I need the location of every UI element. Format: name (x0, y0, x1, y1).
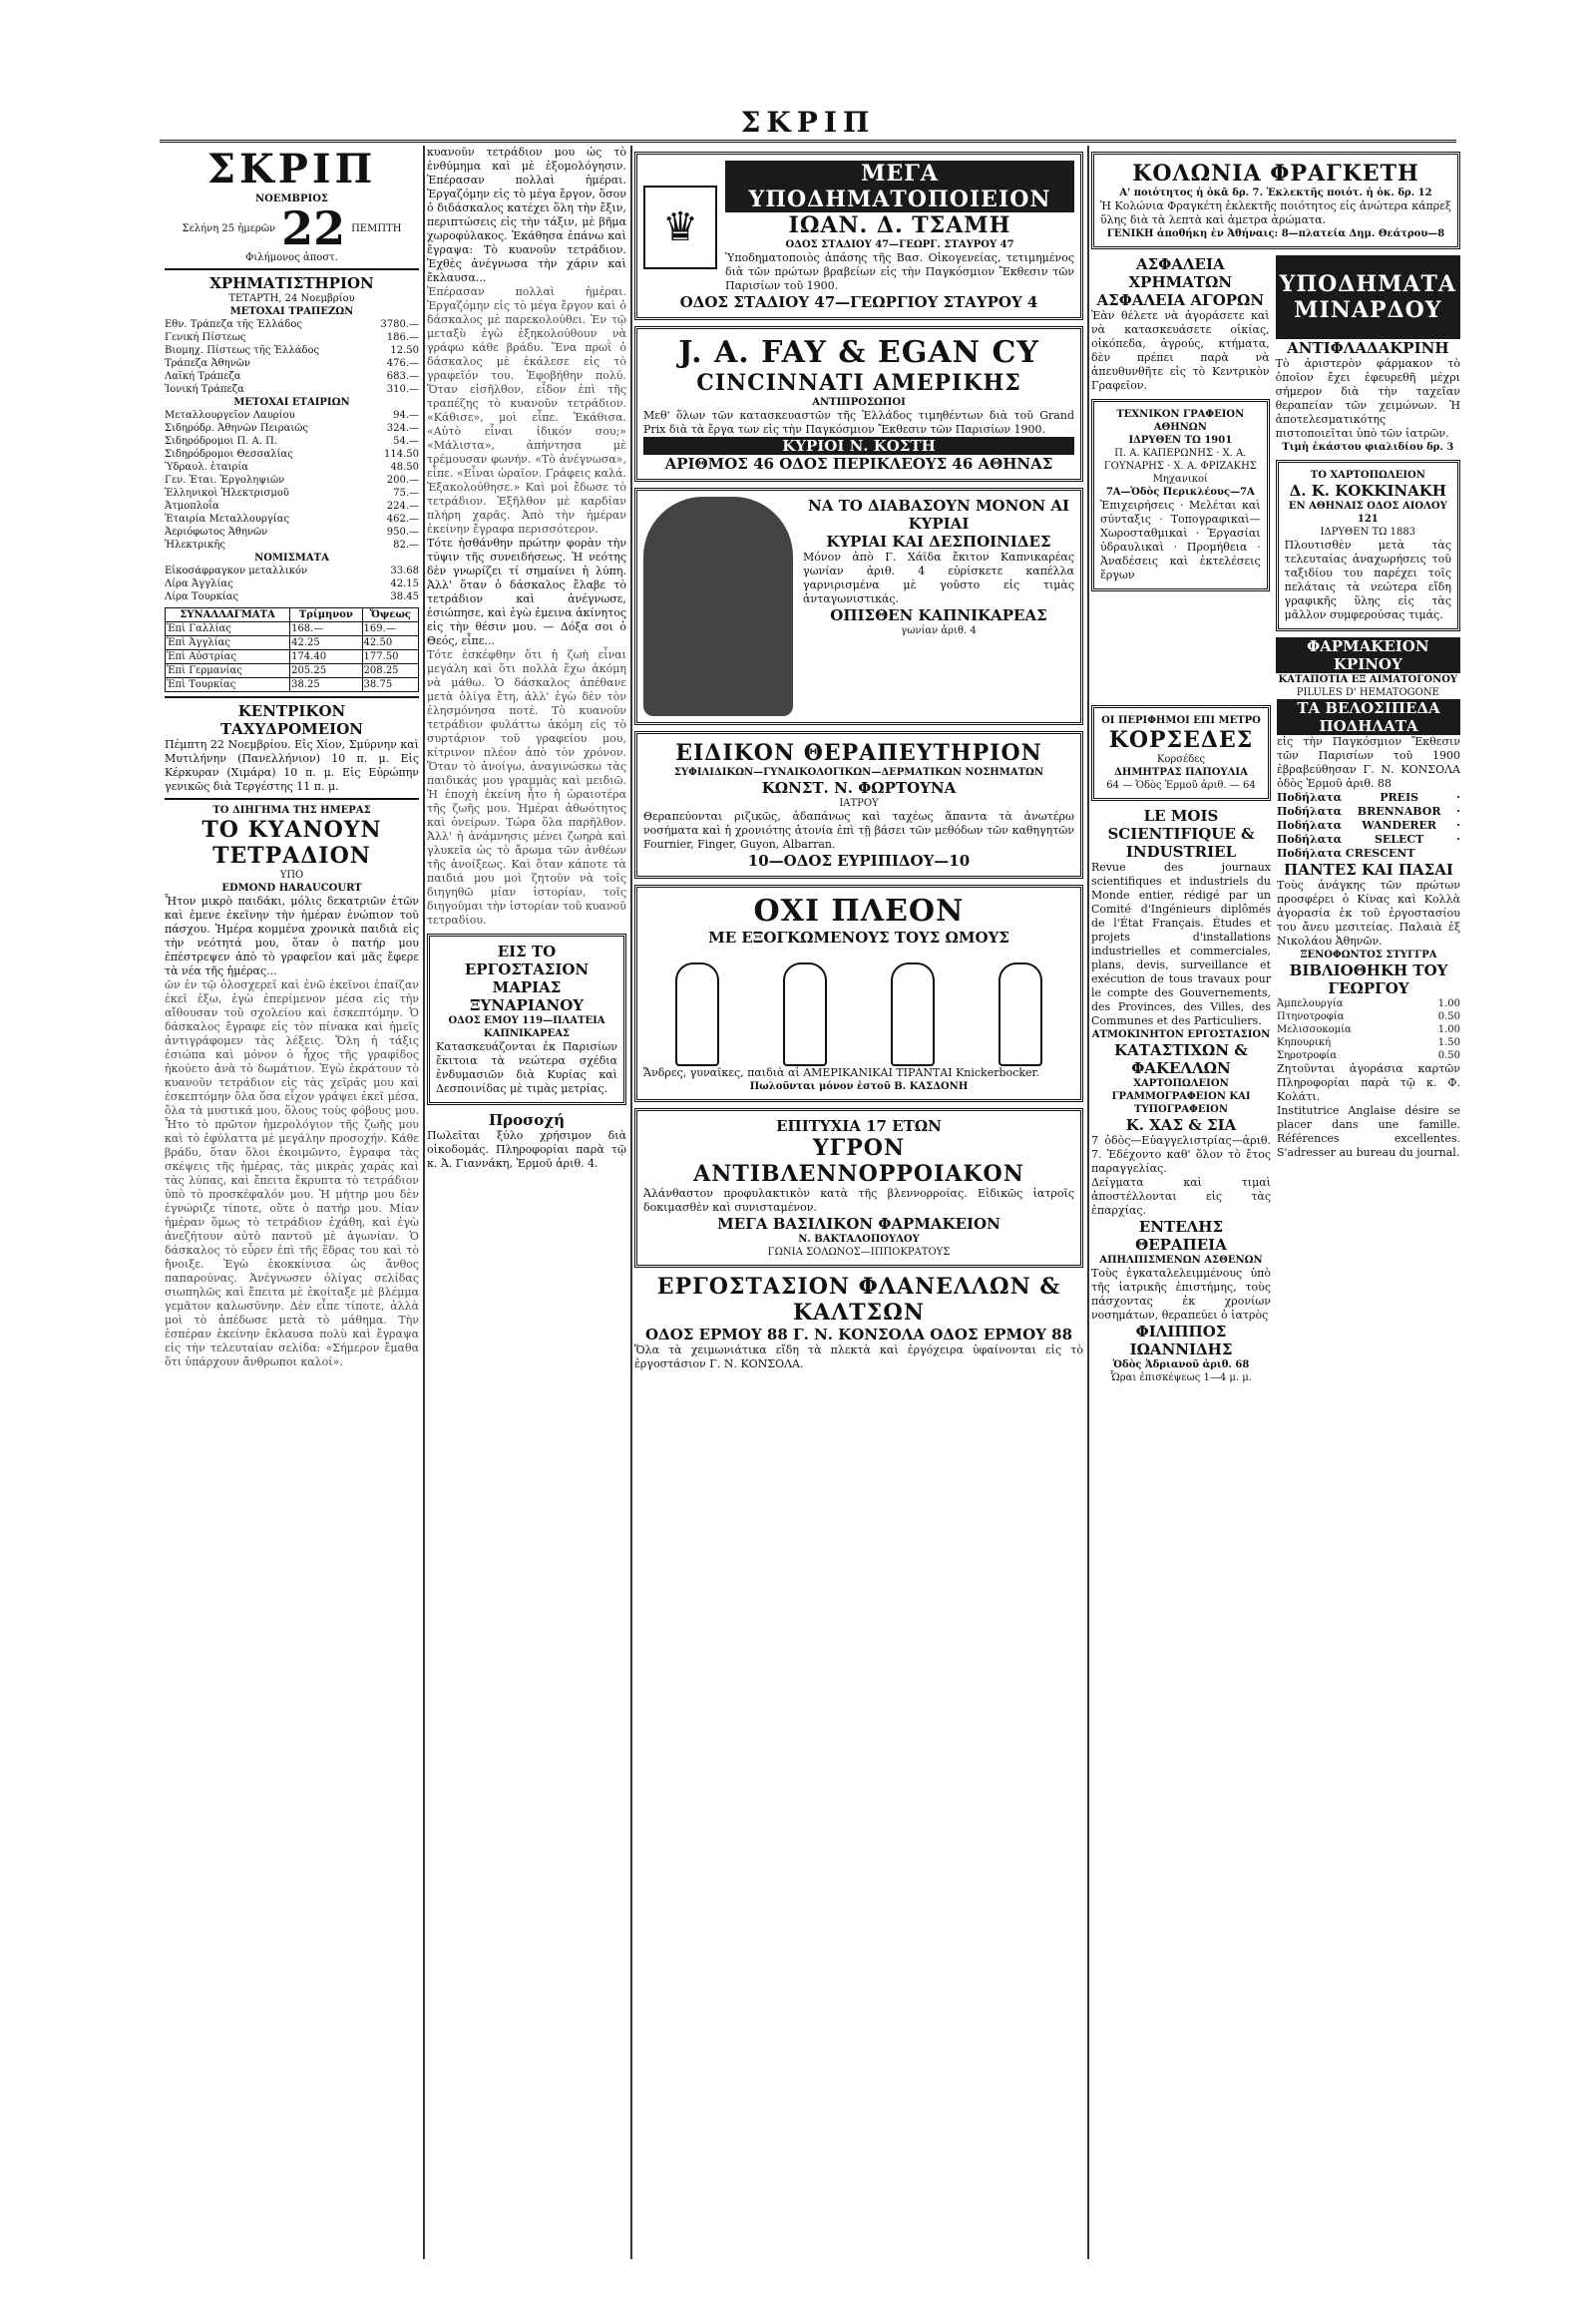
bank-value: 476.— (386, 358, 419, 369)
ad-paper-name: Δ. Κ. ΚΟΚΚΙΝΑΚΗ (1289, 482, 1446, 500)
company-row (165, 500, 419, 513)
ad-tsamis (634, 152, 1083, 320)
company-name: Γεν. Ἑται. Ἐργοληψιῶν (165, 475, 285, 486)
ad-cure-name: ΦΙΛΙΠΠΟΣ ΙΩΑΝΝΙΔΗΣ (1129, 1323, 1233, 1358)
currency-value: 38.45 (390, 591, 419, 602)
ad-offices-role: Μηχανικοί (1152, 474, 1208, 485)
ad-offices-title: ΤΕΧΝΙΚΟΝ ΓΡΑΦΕΙΟΝ ΑΘΗΝΩΝ (1116, 409, 1245, 433)
currency-row (165, 565, 419, 577)
ad-fay-text: Μεθ' ὅλων τῶν κατασκευαστῶν τῆς Ἑλλάδος τιμηθέντων διὰ τοῦ Grand Prix διὰ τὰ ἔργα των εἰς τὴν Παγκόσμιον Ἔκθεσιν τῶν Παρισίων 1900. (643, 409, 1074, 436)
bank-row (165, 331, 419, 344)
ad-bicycles-block (1277, 699, 1460, 1384)
ad-clinic-role: ΙΑΤΡΟΥ (839, 798, 879, 809)
exchange-table-row (166, 636, 419, 650)
ad-cologne-addr: ΓΕΝΙΚΗ ἀποθήκη ἐν Ἀθήναις: 8—πλατεία Δημ. Θεάτρου—8 (1106, 228, 1445, 239)
header-title: ΣΚΡΙΠ (740, 106, 876, 139)
ad-bicycles-text: εἰς τὴν Παγκόσμιον Ἔκθεσιν τῶν Παρισίων τοῦ 1900 ἐβραβεύθησαν Γ. Ν. ΚΟΝΣΟΛΑ ὁδὸς Ἑρμοῦ ἀριθ. 88 (1277, 735, 1460, 790)
library-item-row (1277, 1036, 1460, 1049)
column-4 (1091, 146, 1460, 2259)
ad-korsedes-name: ΔΗΜΗΤΡΑΣ ΠΑΠΟΥΛΙΑ (1114, 767, 1248, 778)
ad-all-title: ΠΑΝΤΕΣ ΚΑΙ ΠΑΣΑΙ (1284, 861, 1453, 879)
ad-cure-addr: Ὁδὸς Ἀδριανοῦ ἀριθ. 68 (1112, 1359, 1250, 1370)
ad-antiphl-title: ΑΝΤΙΦΛΑΔΑΚΡΙΝΗ (1287, 339, 1449, 357)
bank-value: 3780.— (380, 319, 419, 330)
exchange-table-cell: Ἐπὶ Γαλλίας (166, 622, 290, 636)
ad-paper-text: Πλουτισθὲν μετὰ τὰς τελευταίας ἀναχωρήσεις τοῦ ταξιδίου του παρέχει τοῖς πελάταις τὰ νεώτερα εἴδη γραφικῆς ὕλης εἰς τὰς μᾶλλον συμφερούσας τιμάς. (1284, 539, 1451, 621)
company-value: 224.— (386, 501, 419, 512)
ad-ledgers-title: ΑΤΜΟΚΙΝΗΤΟΝ ΕΡΓΟΣΤΑΣΙΟΝ (1091, 1029, 1271, 1040)
exchange-table-row (166, 678, 419, 692)
story-continuation: ῶν ἐν τῷ ὁλοσχερεῖ καὶ ἐνῶ ἐκεῖνοι ἐπαίζαν ἐκεῖ ἐξω, ἐγὼ ἐπερίμενον μέσα εἰς τὴν αἴθουσαν τοῦ σχολείου καὶ ἐσκεπτόμην. Ὁ δάσκαλος ἔγραφε εἰς τὸν πίνακα καὶ ἡμεῖς ἀντιγράφομεν τὰς λέξεις. Ὅλη ἡ τάξις ἐσιώπα καὶ μόνον ὁ ἦχος τῆς γραφίδος ἠκούετο ἀνὰ τὸ δωμάτιον. Ἐγὼ ἐκράτουν τὸ κυανοῦν τετράδιον εἰς τὰς χεῖράς μου καὶ ἐσκεπτόμην ὅλα ὅσα εἶχον γράψει ἐκεῖ μέσα, ὅλα τὰ μυστικά μου, ὅλους τοὺς φόβους μου. Ἦτο τὸ πρῶτον ἡμερολόγιον τῆς ζωῆς μου καὶ τὸ ἐφύλαττα μὲ μεγάλην προσοχήν. Κάθε βράδυ, ὅταν ὅλοι ἐκοιμῶντο, ἔγραφα τὰς σκέψεις τῆς ἡμέρας, τὰς μικρὰς χαρὰς καὶ τὰς λύπας, καὶ ἔπειτα ἔκρυπτα τὸ τετράδιον ὑπὸ τὸ προσκέφαλόν μου. Ἡ μήτηρ μου δὲν ἐγνώριζε τίποτε, οὔτε ὁ πατήρ μου. Μίαν ἡμέραν ὅμως τὸ τετράδιον ἐχάθη, καὶ ἐγὼ ἀνεζήτουν αὐτὸ παντοῦ μὲ ἀγωνίαν. Ὁ δάσκαλος τὸ εὗρεν ἐπὶ τῆς ἕδρας του καὶ τὸ ἤνοιξε. Ἐγὼ ἐκοκκίνισα ὡς ἄνθος παπαρούνας. Ἀνέγνωσεν ὀλίγας σελίδας σιωπηλῶς καὶ ἔπειτα μὲ ἐκοίταξε μὲ βλέμμα γεμᾶτον καλωσύνην. Δὲν εἶπε τίποτε, ἀλλὰ μοὶ τὸ ἀπέδωσε μετὰ τὸ μάθημα. Τὴν ἑσπέραν ἐκείνην ἔκλαυσα πολὺ καὶ ἔγραψα εἰς τὴν τελευταίαν σελίδα: «Σήμερον ἔμαθα ὅτι ὑπάρχουν ἄνθρωποι καλοί». (165, 978, 419, 1368)
bank-row (165, 357, 419, 370)
library-item-name: Ἀμπελουργία (1277, 998, 1344, 1009)
exchange-table-cell: Ἐπὶ Ἀγγλίας (166, 636, 290, 650)
moon-note: Σελήνη 25 ἡμερῶν (182, 222, 276, 234)
company-row (165, 422, 419, 435)
ad-flannel-text: Ὅλα τὰ χειμωνιάτικα εἴδη τὰ πλεκτὰ καὶ ἐργόχειρα ὑφαίνονται εἰς τὸ ἐργοστάσιον Γ. Ν. ΚΟΝΣΟΛΑ. (634, 1343, 1083, 1370)
company-row (165, 513, 419, 526)
company-name: Σιδηρόδρομοι Θεσσαλίας (165, 449, 293, 460)
currency-name: Λίρα Τουρκίας (165, 591, 239, 602)
bank-row (165, 344, 419, 357)
ad-fay (634, 326, 1083, 482)
bank-value: 683.— (386, 371, 419, 382)
story-kicker: ΤΟ ΔΙΗΓΗΜΑ ΤΗΣ ΗΜΕΡΑΣ (212, 805, 371, 816)
exchange-table-cell: Ἐπὶ Γερμανίας (166, 664, 290, 678)
ad-pharm (634, 1108, 1083, 1268)
company-value: 462.— (386, 514, 419, 525)
ad-insurance-text: Ἐὰν θέλετε νὰ ἀγοράσετε καὶ νὰ κατασκευάσετε οἰκίας, οἰκόπεδα, ἀγρούς, κτήματα, δὲν πρέπει παρὰ νὰ ἀπευθυνθῆτε εἰς τὸ Κεντρικὸν Γραφεῖον. (1091, 309, 1270, 392)
companies-title: ΜΕΤΟΧΑΙ ΕΤΑΙΡΙΩΝ (233, 397, 350, 408)
ad-pharm-owner: Ν. ΒΑΚΤΑΛΟΠΟΥΛΟΥ (798, 1234, 920, 1245)
ad-clinic-text: Θεραπεύονται ριζικῶς, ἀδαπάνως καὶ ταχέως ἅπαντα τὰ ἀνωτέρω νοσήματα καὶ ἡ χρονιότης ἀτονία ἐπὶ τῇ βάσει τῶν μεθόδων τῶν καθηγητῶν Fournier, Finger, Guyon, Albarran. (643, 810, 1074, 851)
exchange-table-cell: Ἐπὶ Τουρκίας (166, 678, 290, 692)
currency-title: ΝΟΜΙΣΜΑΤΑ (254, 553, 329, 564)
exchange-table-cell: 169.— (362, 622, 418, 636)
company-row (165, 487, 419, 500)
suspenders-illustration (643, 947, 1074, 1066)
ad-shoes-title: ΥΠΟΔΗΜΑΤΑ ΜΙΝΑΡΔΟΥ (1276, 255, 1460, 339)
exchange-table-header (166, 608, 419, 622)
library-item-value: 1.00 (1437, 1024, 1460, 1035)
ad-korsedes (1091, 705, 1271, 801)
closing-text: Institutrice Anglaise désire se placer dans une famille. Références excellentes. S'adresser au bureau du journal. (1277, 1104, 1460, 1159)
library-item-name: Κηπουρική (1277, 1037, 1332, 1048)
exchange-date: ΤΕΤΑΡΤΗ, 24 Νοεμβρίου (228, 293, 355, 304)
library-item-name: Πτηνοτροφία (1277, 1011, 1345, 1022)
ad-korsedes-block (1091, 699, 1271, 1384)
royal-crest-icon: ♛ (643, 186, 717, 269)
ad-antiphl-price: Τιμὴ ἑκάστου φιαλιδίου δρ. 3 (1282, 442, 1454, 453)
company-value: 114.50 (384, 449, 419, 460)
ad-hats-title: ΝΑ ΤΟ ΔΙΑΒΑΣΟΥΝ ΜΟΝΟΝ ΑΙ ΚΥΡΙΑΙ (808, 497, 1069, 533)
weekday: ΠΕΜΠΤΗ (351, 222, 402, 234)
company-row (165, 409, 419, 422)
ad-clinic-doctor: ΚΩΝΣΤ. Ν. ΦΩΡΤΟΥΝΑ (761, 779, 957, 797)
company-value: 75.— (393, 488, 419, 499)
ad-paper-addr: ΕΝ ΑΘΗΝΑΙΣ ΟΔΟΣ ΑΙΟΛΟΥ 121 (1288, 501, 1447, 525)
ad-cure-hours: Ὧραι ἐπισκέψεως 1—4 μ. μ. (1110, 1372, 1252, 1383)
ad-paper-year: ΙΔΡΥΘΕΝ ΤΩ 1883 (1320, 527, 1416, 538)
company-name: Μεταλλουργεῖον Λαυρίου (165, 410, 295, 421)
company-name: Ἀτμοπλοΐα (165, 501, 219, 512)
exchange-table-row (166, 650, 419, 664)
saint-day: Φιλήμονος ἀποστ. (245, 252, 338, 263)
ad-insurance-title: ΑΣΦΑΛΕΙΑ ΧΡΗΜΑΤΩΝ ΑΣΦΑΛΕΙΑ ΑΓΟΡΩΝ (1096, 255, 1265, 309)
ad-cologne (1091, 152, 1460, 249)
ad-tsamis-addr: ΟΔΟΣ ΣΤΑΔΙΟΥ 47—ΓΕΩΡΓ. ΣΤΑΥΡΟΥ 47 (785, 239, 1014, 250)
ad-krinos-name: PILULES D' HEMATOGONE (1296, 687, 1439, 698)
bank-value: 12.50 (390, 345, 419, 356)
exchange-table-header-cell: Τρίμηνον (290, 608, 362, 622)
story-text-a: κυανοῦν τετράδιον μου ὡς τὸ ἐνθύμημα καὶ μὲ ἐξομολόγησιν. Ἐπέρασαν πολλαὶ ἡμέραι. Ἐργαζόμην εἰς τὸ μέγα ἔργον, ὅσον ὁ διδάσκαλος κατέχει ὅλη τὴν ἔξιν, περιπτώσεις εἰς τὴν τάξιν, μὲ βῆμα χωροφύλακος. Ἐκάθησα ἐπάνω καὶ ἔγραψα: Τὸ κυανοῦν τετράδιον. Ἐχθὲς ἀνέγνωσα τὴν χάριν καὶ ἔκλαυσα... (427, 146, 626, 284)
bank-row (165, 370, 419, 383)
ad-tsamis-footer: ΟΔΟΣ ΣΤΑΔΙΟΥ 47—ΓΕΩΡΓΙΟΥ ΣΤΑΥΡΟΥ 4 (679, 293, 1038, 311)
company-value: 82.— (393, 540, 419, 551)
ad-pharm-addr: ΓΩΝΙΑ ΣΟΛΩΝΟΣ—ΙΠΠΟΚΡΑΤΟΥΣ (767, 1247, 951, 1258)
ad-fay-dealers: ΚΥΡΙΟΙ Ν. ΚΟΣΤΗ (643, 437, 1074, 455)
company-row (165, 539, 419, 552)
bank-name: Εθν. Τράπεζα τῆς Ἑλλάδος (165, 319, 302, 330)
exchange-table-cell: 174.40 (290, 650, 362, 664)
ad-insurance (1091, 255, 1270, 699)
company-row (165, 461, 419, 474)
bank-row (165, 318, 419, 331)
ad-pharm-name: ΜΕΓΑ ΒΑΣΙΛΙΚΟΝ ΦΑΡΜΑΚΕΙΟΝ (717, 1215, 1000, 1233)
column-3 (634, 146, 1083, 2259)
ad-cologne-sub: Ἡ Κολώνια Φραγκέτη ἐκλεκτῆς ποιότητος εἰς ἀνώτερα κάπρεξ ὕλης διὰ τὰ λεπτὰ καὶ ἀμετρα ἀρώματα. (1100, 199, 1451, 226)
ad-cure-text: Τοὺς ἐγκαταλελειμμένους ὑπὸ τῆς ἰατρικῆς ἐπιστήμης, τοὺς πάσχοντας ἐκ χρονίων νοσημάτων, θεραπεύει ὁ ἰατρὸς (1091, 1267, 1271, 1322)
story-filler-b: Τότε ἐσκέφθην ὅτι ἡ ζωὴ εἶναι μεγάλη καὶ ὅτι πολλὰ ἔχω ἀκόμη νὰ μάθω. Ὁ δάσκαλος ἀπέθανε μετὰ ὀλίγα ἔτη, ἀλλ' ἐγὼ δὲν τὸν ἐλησμόνησα ποτέ. Τὸ κυανοῦν τετράδιον φυλάττω ἀκόμη εἰς τὸ συρτάριον τοῦ γραφείου μου, κίτρινον πλέον ἀπὸ τὸν χρόνον. Ὅταν τὸ ἀνοίγω, ἀναγινώσκω τὰς παιδικάς μου γραμμὰς καὶ μειδιῶ. Ἡ ἐποχὴ ἐκείνη ἦτο ἡ ὡραιοτέρα τῆς ζωῆς μου. Ἡμέραι ἀθωότητος καὶ ὀνείρων. Τώρα ὅλα παρῆλθον. Ἀλλ' ἡ ἀνάμνησις μένει ζωηρὰ καὶ γλυκεῖα ὡς τὸ ἄρωμα τῶν ἀνθέων τῆς ἀνοίξεως. Καὶ ὅταν κάποτε τὰ παιδιά μου μοὶ ζητοῦν νὰ τοῖς διηγηθῶ μίαν ἱστορίαν, τοῖς διηγοῦμαι τὴν ἱστορίαν τοῦ κυανοῦ τετραδίου. (427, 648, 626, 927)
ad-tsamis-title: ΜΕΓΑ ΥΠΟΔΗΜΑΤΟΠΟΙΕΙΟΝ (725, 161, 1074, 212)
page-header (160, 100, 1456, 143)
company-value: 94.— (393, 410, 419, 421)
ad-hats-addr: ΟΠΙΣΘΕΝ ΚΑΠΝΙΚΑΡΕΑΣ (830, 606, 1047, 624)
story-text-b: Τότε ἠσθάνθην πρώτην φορὰν τὴν τύψιν τῆς συνειδήσεως. Ἡ νεότης δὲν γνωρίζει τί σημαίνει ἡ λύπη. Ἀλλ' ὅταν ὁ δάσκαλος ἔλαβε τὸ τετράδιον καὶ ἀνέγνωσε, ἐσιώπησε, καὶ ἐγὼ ἐμεινα ἀκίνητος εἰς τὴν θέσιν μου. — Δόξα σοι ὁ Θεός, εἶπε... (427, 537, 626, 647)
ad-krinos-sub: ΚΑΤΑΠΟΤΙΑ ΕΞ ΑΙΜΑΤΟΓΟΝΟΥ (1278, 674, 1458, 685)
exchange-table-cell: 177.50 (362, 650, 418, 664)
company-row (165, 474, 419, 487)
company-name: Ἐταιρία Μεταλλουργίας (165, 514, 290, 525)
library-item-value: 0.50 (1437, 1050, 1460, 1061)
ad-ledgers-name: Κ. ΧΑΣ & ΣΙΑ (1125, 1116, 1237, 1134)
ad-ledgers-contact: Δείγματα καὶ τιμαὶ ἀποστέλλονται εἰς τὰς ἐπαρχίας. (1091, 1176, 1271, 1217)
ad-pharm-text: Ἀλάνθαστον προφυλακτικὸν κατὰ τῆς βλεννορροίας. Εἰδικῶς ἰατροῖς δοκιμασθὲν καὶ συνισταμένον. (643, 1187, 1074, 1214)
currency-row (165, 577, 419, 590)
bank-name: Βιομηχ. Πίστεως τῆς Ἑλλάδος (165, 345, 320, 356)
currency-value: 42.15 (390, 578, 419, 589)
ad-factory-text: Κατασκευάζονται ἐκ Παρισίων ἔκιτοια τὰ νεώτερα σχέδια ἐνδυμασιῶν διὰ Κυρίας καὶ Δεσποινίδας μὲ τιμὰς μετρίας. (436, 1040, 617, 1095)
exchange-title: ΧΡΗΜΑΤΙΣΤΗΡΙΟΝ (209, 274, 374, 292)
column-2 (427, 146, 626, 2259)
library-list (1277, 997, 1460, 1062)
notice-title: Προσοχή (489, 1111, 565, 1129)
ad-clinic-hours: 10—ΟΔΟΣ ΕΥΡΙΠΙΔΟΥ—10 (747, 852, 971, 870)
ad-offices-names: Π. Α. ΚΑΠΕΡΩΝΗΣ · Χ. Α. ΓΟΥΝΑΡΗΣ · Χ. Α. ΦΡΙΖΑΚΗΣ (1103, 448, 1257, 472)
ad-library-text: Ζητοῦνται ἀγοράσια καρτῶν Πληροφορίαι παρὰ τῷ κ. Φ. Κολάτι. (1277, 1062, 1460, 1103)
company-row (165, 435, 419, 448)
lady-hat-illustration (643, 497, 793, 716)
ad-clinic (634, 731, 1083, 879)
ad-ledgers (1091, 1028, 1271, 1218)
library-item-value: 1.00 (1437, 998, 1460, 1009)
ad-bicycles-brands: Ποδήλατα PREIS · Ποδήλατα BRENNABOR · Ποδήλατα WANDERER · Ποδήλατα SELECT · Ποδήλατα CRESCENT (1277, 791, 1460, 860)
ad-ledgers-sub: ΚΑΤΑΣΤΙΧΩΝ & ΦΑΚΕΛΛΩΝ (1114, 1041, 1248, 1077)
ad-clinic-title: ΕΙΔΙΚΟΝ ΘΕΡΑΠΕΥΤΗΡΙΟΝ (675, 740, 1042, 766)
company-value: 950.— (386, 527, 419, 538)
ad-hats-sub: ΚΥΡΙΑΙ ΚΑΙ ΔΕΣΠΟΙΝΙΔΕΣ (826, 533, 1051, 551)
ad-corset-sub: ΜΕ ΕΞΟΓΚΩΜΕΝΟΥΣ ΤΟΥΣ ΩΜΟΥΣ (708, 929, 1009, 947)
ad-library-kicker: ΞΕΝΟΦΩΝΤΟΣ ΣΤΥΓΓΡΑ (1300, 950, 1437, 960)
exchange-table-row (166, 622, 419, 636)
masthead-date (165, 201, 419, 255)
masthead-month: ΝΟΕΜΒΡΙΟΣ (255, 193, 328, 204)
library-item-row (1277, 1010, 1460, 1023)
ad-ledgers-sub2: ΧΑΡΤΟΠΩΛΕΙΟΝ (1133, 1078, 1229, 1089)
story-by: ΥΠΟ (279, 870, 304, 881)
bank-value: 186.— (386, 332, 419, 343)
exchange-table-cell: 38.75 (362, 678, 418, 692)
company-value: 200.— (386, 475, 419, 486)
column-divider (630, 146, 632, 2259)
story-text: Ἦτον μικρὸ παιδάκι, μόλις δεκατριῶν ἐτῶν καὶ ἐμενε ἐκεῖνην τὴν ἡμέραν ἐνώπιον τοῦ πάσχου. Ἠμέρα κομμένα χρονικὰ παιδιὰ εἰς τὴν νεότητά μου, ὅταν ὁ πατήρ μου ἐπέστρεψεν ἀπὸ τὸ γραφεῖον καὶ μᾶς ἔφερε τὰ νέα τῆς ἡμέρας... (165, 895, 419, 977)
ad-korsedes-sub: Κορσέδες (1156, 754, 1206, 765)
notice-text: Πωλεῖται ξύλο χρήσιμον διὰ οἰκοδομάς. Πληροφορίαι παρὰ τῷ κ. Ἀ. Γιαννάκη, Ἐρμοῦ ἀριθ. 4. (427, 1129, 626, 1170)
ad-tsamis-name: ΙΩΑΝ. Δ. ΤΣΑΜΗ (788, 212, 1011, 238)
ad-korsedes-title: ΟΙ ΠΕΡΙΦΗΜΟΙ ΕΠΙ ΜΕΤΡΟ (1101, 715, 1261, 726)
company-name: Σιδηρόδρ. Ἀθηνῶν Πειραιῶς (165, 423, 309, 434)
exchange-table-cell: 42.50 (362, 636, 418, 650)
company-name: Ὑδραυλ. ἑταιρία (165, 462, 249, 473)
ad-ledgers-sub3: ΓΡΑΜΜΟΓΡΑΦΕΙΟΝ ΚΑΙ ΤΥΠΟΓΡΑΦΕΙΟΝ (1111, 1091, 1251, 1115)
exchange-table-cell: 205.25 (290, 664, 362, 678)
ad-fay-title: J. A. FAY & EGAN CY (678, 335, 1039, 370)
column-divider (1087, 146, 1089, 2259)
ad-fay-sub: ΑΝΤΙΠΡΟΣΩΠΟΙ (812, 397, 906, 408)
currency-name: Λίρα Ἀγγλίας (165, 578, 233, 589)
bank-name: Γενική Πίστεως (165, 332, 246, 343)
library-item-row (1277, 1023, 1460, 1036)
ad-all-text: Τοὺς ἀνάγκης τῶν πρώτων προσφέρει ὁ Κίνας καὶ Κολλὰ ἀγορασία ἐκ τοῦ ἐργοστασίου του ἄνευ μεσιτείας. Παλαιὰ ἐξ Νικολάου Ἀθηνῶν. (1277, 879, 1460, 948)
post-text: Πέμπτη 22 Νοεμβρίου. Εἰς Χίον, Σμύρνην καὶ Μυτιλήνην (Πανελλήνιον) 10 π. μ. Εἰς Κέρκυραν (Χιμάρα) 10 π. μ. Εἰς Εὐρώπην γενικῶς διὰ Τεργέστης 11 π. μ. (165, 738, 419, 793)
ad-shoes-block (1276, 255, 1460, 699)
ad-library-title: ΒΙΒΛΙΟΘΗΚΗ ΤΟΥ ΓΕΩΡΓΟΥ (1289, 961, 1448, 997)
exchange-table (165, 607, 419, 692)
exchange-table-cell: Ἐπὶ Αὐστρίας (166, 650, 290, 664)
ad-cure-title: ΕΝΤΕΛΗΣ ΘΕΡΑΠΕΙΑ (1135, 1218, 1227, 1254)
ad-antiphl-text: Τὸ ἀριστερὸν φάρμακον τὸ ὁποῖον ἔχει ἐφευρεθῆ μέχρι σήμερον διὰ τὴν ταχεῖαν θεραπείαν τῶν χειμώνων. Ἡ ἀποτελεσματικότης πιστοποιεῖται ὑπὸ τῶν ἰατρῶν. (1275, 357, 1460, 440)
company-value: 54.— (393, 436, 419, 447)
story-author: EDMOND HARAUCOURT (221, 883, 362, 894)
banks-list (165, 318, 419, 396)
ad-cure-sub: ΑΠΗΛΠΙΣΜΕΝΩΝ ΑΣΘΕΝΩΝ (1099, 1255, 1263, 1266)
row-korsedes-bicycles (1091, 699, 1460, 1384)
banks-title: ΜΕΤΟΧΑΙ ΤΡΑΠΕΖΩΝ (229, 306, 354, 317)
masthead-logo: ΣΚΡΙΠ (206, 146, 377, 192)
ad-korsedes-addr: 64 — Ὁδὸς Ἑρμοῦ ἀριθ. — 64 (1106, 780, 1256, 791)
ad-fay-addr: ΑΡΙΘΜΟΣ 46 ΟΔΟΣ ΠΕΡΙΚΛΕΟΥΣ 46 ΑΘΗΝΑΣ (664, 455, 1053, 473)
ad-krinos-title: ΦΑΡΜΑΚΕΙΟΝ ΚΡΙΝΟΥ (1276, 637, 1460, 673)
ad-korsedes-word: ΚΟΡΣΕΔΕΣ (1108, 727, 1254, 753)
story-filler-a: Ἐπέρασαν πολλαὶ ἡμέραι. Ἐργαζόμην εἰς τὸ μέγα ἔργον καὶ ὁ δάσκαλος μὲ παρεκολούθει. Ἐν τῷ μεταξὺ ἐγὼ ἐξηκολούθουν νὰ γράφω κάθε βράδυ. Ἕνα πρωῒ ὁ δάσκαλος μὲ ἐκάλεσε εἰς τὸ γραφεῖόν του. Ἐφοβήθην πολύ. Ὅταν εἰσῆλθον, εἶδον ἐπὶ τῆς τραπέζης τὸ κυανοῦν τετράδιον. «Κάθισε», μοὶ εἶπε. Ἐκάθισα. «Αὐτὸ εἶναι ἰδικόν σου;» «Μάλιστα», ἀπήντησα μὲ τρέμουσαν φωνήν. «Τὸ ἀνέγνωσα», εἶπε. «Εἶναι ὡραῖον. Γράφεις καλά. Ἐξακολούθησε.» Καὶ μοὶ ἔδωσε τὸ τετράδιον. Ἐξῆλθον μὲ καρδίαν πλήρη χαρᾶς. Ἀπὸ τὴν ἡμέραν ἐκείνην ἔγραφα περισσότερον. (427, 285, 626, 536)
bank-name: Λαϊκή Τράπεζα (165, 371, 241, 382)
ad-corset (634, 885, 1083, 1102)
companies-list (165, 409, 419, 552)
company-name: Ἀεριόφωτος Ἀθηνῶν (165, 527, 268, 538)
ad-offices-addr: 7Α—Ὁδὸς Περικλέους—7Α (1105, 487, 1255, 498)
exchange-table-header-cell: Ὄψεως (362, 608, 418, 622)
mois-text: Revue des journaux scientifiques et industriels du Monde entier, rédigé par un Comité d'Ingénieurs diplômés de l'État Français. Études et projets d'installations industrielles et commerciales, plans, devis, surveillance et exécution de tous travaux pour le compte des Gouvernements, des Provinces, des Villes, des Communes et des Particuliers. (1091, 861, 1271, 1027)
ad-cologne-title: ΚΟΛΩΝΙΑ ΦΡΑΓΚΕΤΗ (1132, 161, 1419, 187)
company-row (165, 448, 419, 461)
ad-cure (1091, 1218, 1271, 1384)
ad-pharm-title: ΕΠΙΤΥΧΙΑ 17 ΕΤΩΝ (776, 1117, 942, 1135)
ad-fay-city: CINCINNATI ΑΜΕΡΙΚΗΣ (696, 370, 1021, 396)
ad-bicycles-title: ΤΑ ΒΕΛΟΣΙΠΕΔΑ ΠΟΔΗΛΑΤΑ (1277, 699, 1460, 735)
ad-factory (427, 934, 626, 1105)
currency-value: 33.68 (390, 566, 419, 576)
ad-ledgers-text: 7 ὁδὸς—Εὐαγγελιστρίας—ἀριθ. 7. Ἐδέχοντο καθ' ὅλον τὸ ἔτος παραγγελίας. (1091, 1134, 1271, 1175)
ad-paper (1276, 460, 1460, 631)
day-number: 22 (281, 201, 346, 255)
exchange-table-row (166, 664, 419, 678)
ad-factory-addr: ΟΔΟΣ ΕΜΟΥ 119—ΠΛΑΤΕΙΑ ΚΑΠΝΙΚΑΡΕΑΣ (448, 1015, 605, 1039)
column-divider (423, 146, 425, 2259)
company-value: 48.50 (390, 462, 419, 473)
company-row (165, 526, 419, 539)
exchange-table-cell: 38.25 (290, 678, 362, 692)
currency-list (165, 565, 419, 603)
ad-hats-text: Μόνον ἀπὸ Γ. Χάϊδα ἔκιτον Καπνικαρέας γωνίαν ἀριθ. 4 εὑρίσκετε καπέλλα γαρνιρισμένα μὲ γοῦστο εἰς τιμὰς ἀνταγωνιστικάς. (803, 551, 1074, 605)
bank-value: 310.— (386, 384, 419, 395)
ad-cologne-text: Α' ποιότητος ἡ ὀκᾶ δρ. 7. Ἐκλεκτῆς ποιότ. ἡ ὀκ. δρ. 12 (1119, 188, 1432, 198)
bank-row (165, 383, 419, 396)
library-item-value: 1.50 (1437, 1037, 1460, 1048)
bank-name: Ἰονική Τράπεζα (165, 384, 244, 395)
column-1 (165, 146, 419, 2259)
masthead (165, 146, 419, 264)
mois-title: LE MOIS SCIENTIFIQUE & INDUSTRIEL (1107, 807, 1255, 861)
ad-corset-title: ΟΧΙ ΠΛΕΟΝ (753, 894, 965, 929)
exchange-table-header-cell: ΣΥΝΑΛΛΑΓΜΑΤΑ (166, 608, 290, 622)
ad-flannel (634, 1274, 1083, 1371)
library-item-name: Σηροτροφία (1277, 1050, 1338, 1061)
row-insurance-shoes (1091, 255, 1460, 699)
company-name: Ἠλεκτρικῆς (165, 540, 225, 551)
ad-hats (634, 488, 1083, 725)
exchange-table-cell: 168.— (290, 622, 362, 636)
ad-clinic-sub: ΣΥΦΙΛΙΔΙΚΩΝ—ΓΥΝΑΙΚΟΛΟΓΙΚΩΝ—ΔΕΡΜΑΤΙΚΩΝ ΝΟΣΗΜΑΤΩΝ (673, 767, 1044, 778)
ad-offices-services: Ἐπιχειρήσεις · Μελέται καὶ σύνταξις · Τοπογραφικαὶ—Χωροσταθμικαὶ · Ἐργασίαι ὑδραυλικαὶ · Προμήθεια · Ἀναδέσεις καὶ ἐκτελέσεις ἔργων (1100, 499, 1261, 581)
ad-pharm-sub: ΥΓΡΟΝ ΑΝΤΙΒΛΕΝΝΟΡΡΟΙΑΚΟΝ (693, 1135, 1024, 1187)
currency-name: Εἰκοσάφραγκον μεταλλικόν (165, 566, 308, 576)
library-item-row (1277, 997, 1460, 1010)
company-name: Σιδηρόδρομοι Π. Α. Π. (165, 436, 277, 447)
ad-paper-title: ΤΟ ΧΑΡΤΟΠΩΛΕΙΟΝ (1310, 470, 1425, 481)
library-item-value: 0.50 (1437, 1011, 1460, 1022)
exchange-table-cell: 208.25 (362, 664, 418, 678)
library-item-name: Μελισσοκομία (1277, 1024, 1352, 1035)
story-title: ΤΟ ΚΥΑΝΟΥΝ ΤΕΤΡΑΔΙΟΝ (201, 817, 382, 869)
currency-row (165, 590, 419, 603)
bank-name: Τράπεζα Ἀθηνῶν (165, 358, 250, 369)
ad-tsamis-text: Ὑποδηματοποιὸς ἁπάσης τῆς Βασ. Οἰκογενείας, τετιμημένος διὰ τῶν πρώτων βραβείων εἰς τὴν Παγκόσμιον Ἔκθεσιν τῶν Παρισίων τοῦ 1900. (725, 251, 1074, 292)
ad-corset-seller: Πωλοῦνται μόνον ἐστοῦ Β. ΚΑΣΔΟΝΗ (749, 1081, 969, 1092)
exchange-table-cell: 42.25 (290, 636, 362, 650)
ad-offices (1091, 399, 1270, 591)
ad-flannel-addr: ΟΔΟΣ ΕΡΜΟΥ 88 Γ. Ν. ΚΟΝΣΟΛΑ ΟΔΟΣ ΕΡΜΟΥ 88 (644, 1326, 1073, 1343)
ad-offices-year: ΙΔΡΥΘΕΝ ΤΩ 1901 (1128, 435, 1233, 446)
post-title: ΚΕΝΤΡΙΚΟΝ ΤΑΧΥΔΡΟΜΕΙΟΝ (220, 702, 363, 738)
library-item-row (1277, 1049, 1460, 1062)
company-value: 324.— (386, 423, 419, 434)
ad-corset-text: Ἄνδρες, γυναῖκες, παιδιὰ αἱ ΑΜΕΡΙΚΑΝΙΚΑΙ ΤΙΡΑΝΤΑΙ Knickerbocker. (643, 1066, 1040, 1079)
ad-hats-addr2: γωνίαν ἀριθ. 4 (901, 625, 977, 636)
ad-factory-name: ΜΑΡΙΑΣ ΞΥΝΑΡΙΑΝΟΥ (469, 978, 585, 1014)
company-name: Ἑλληνικοὶ Ἠλεκτρισμοῦ (165, 488, 289, 499)
ad-factory-title: ΕΙΣ ΤΟ ΕΡΓΟΣΤΑΣΙΟΝ (464, 943, 590, 978)
ad-flannel-title: ΕΡΓΟΣΤΑΣΙΟΝ ΦΛΑΝΕΛΛΩΝ & ΚΑΛΤΣΩΝ (656, 1274, 1061, 1326)
